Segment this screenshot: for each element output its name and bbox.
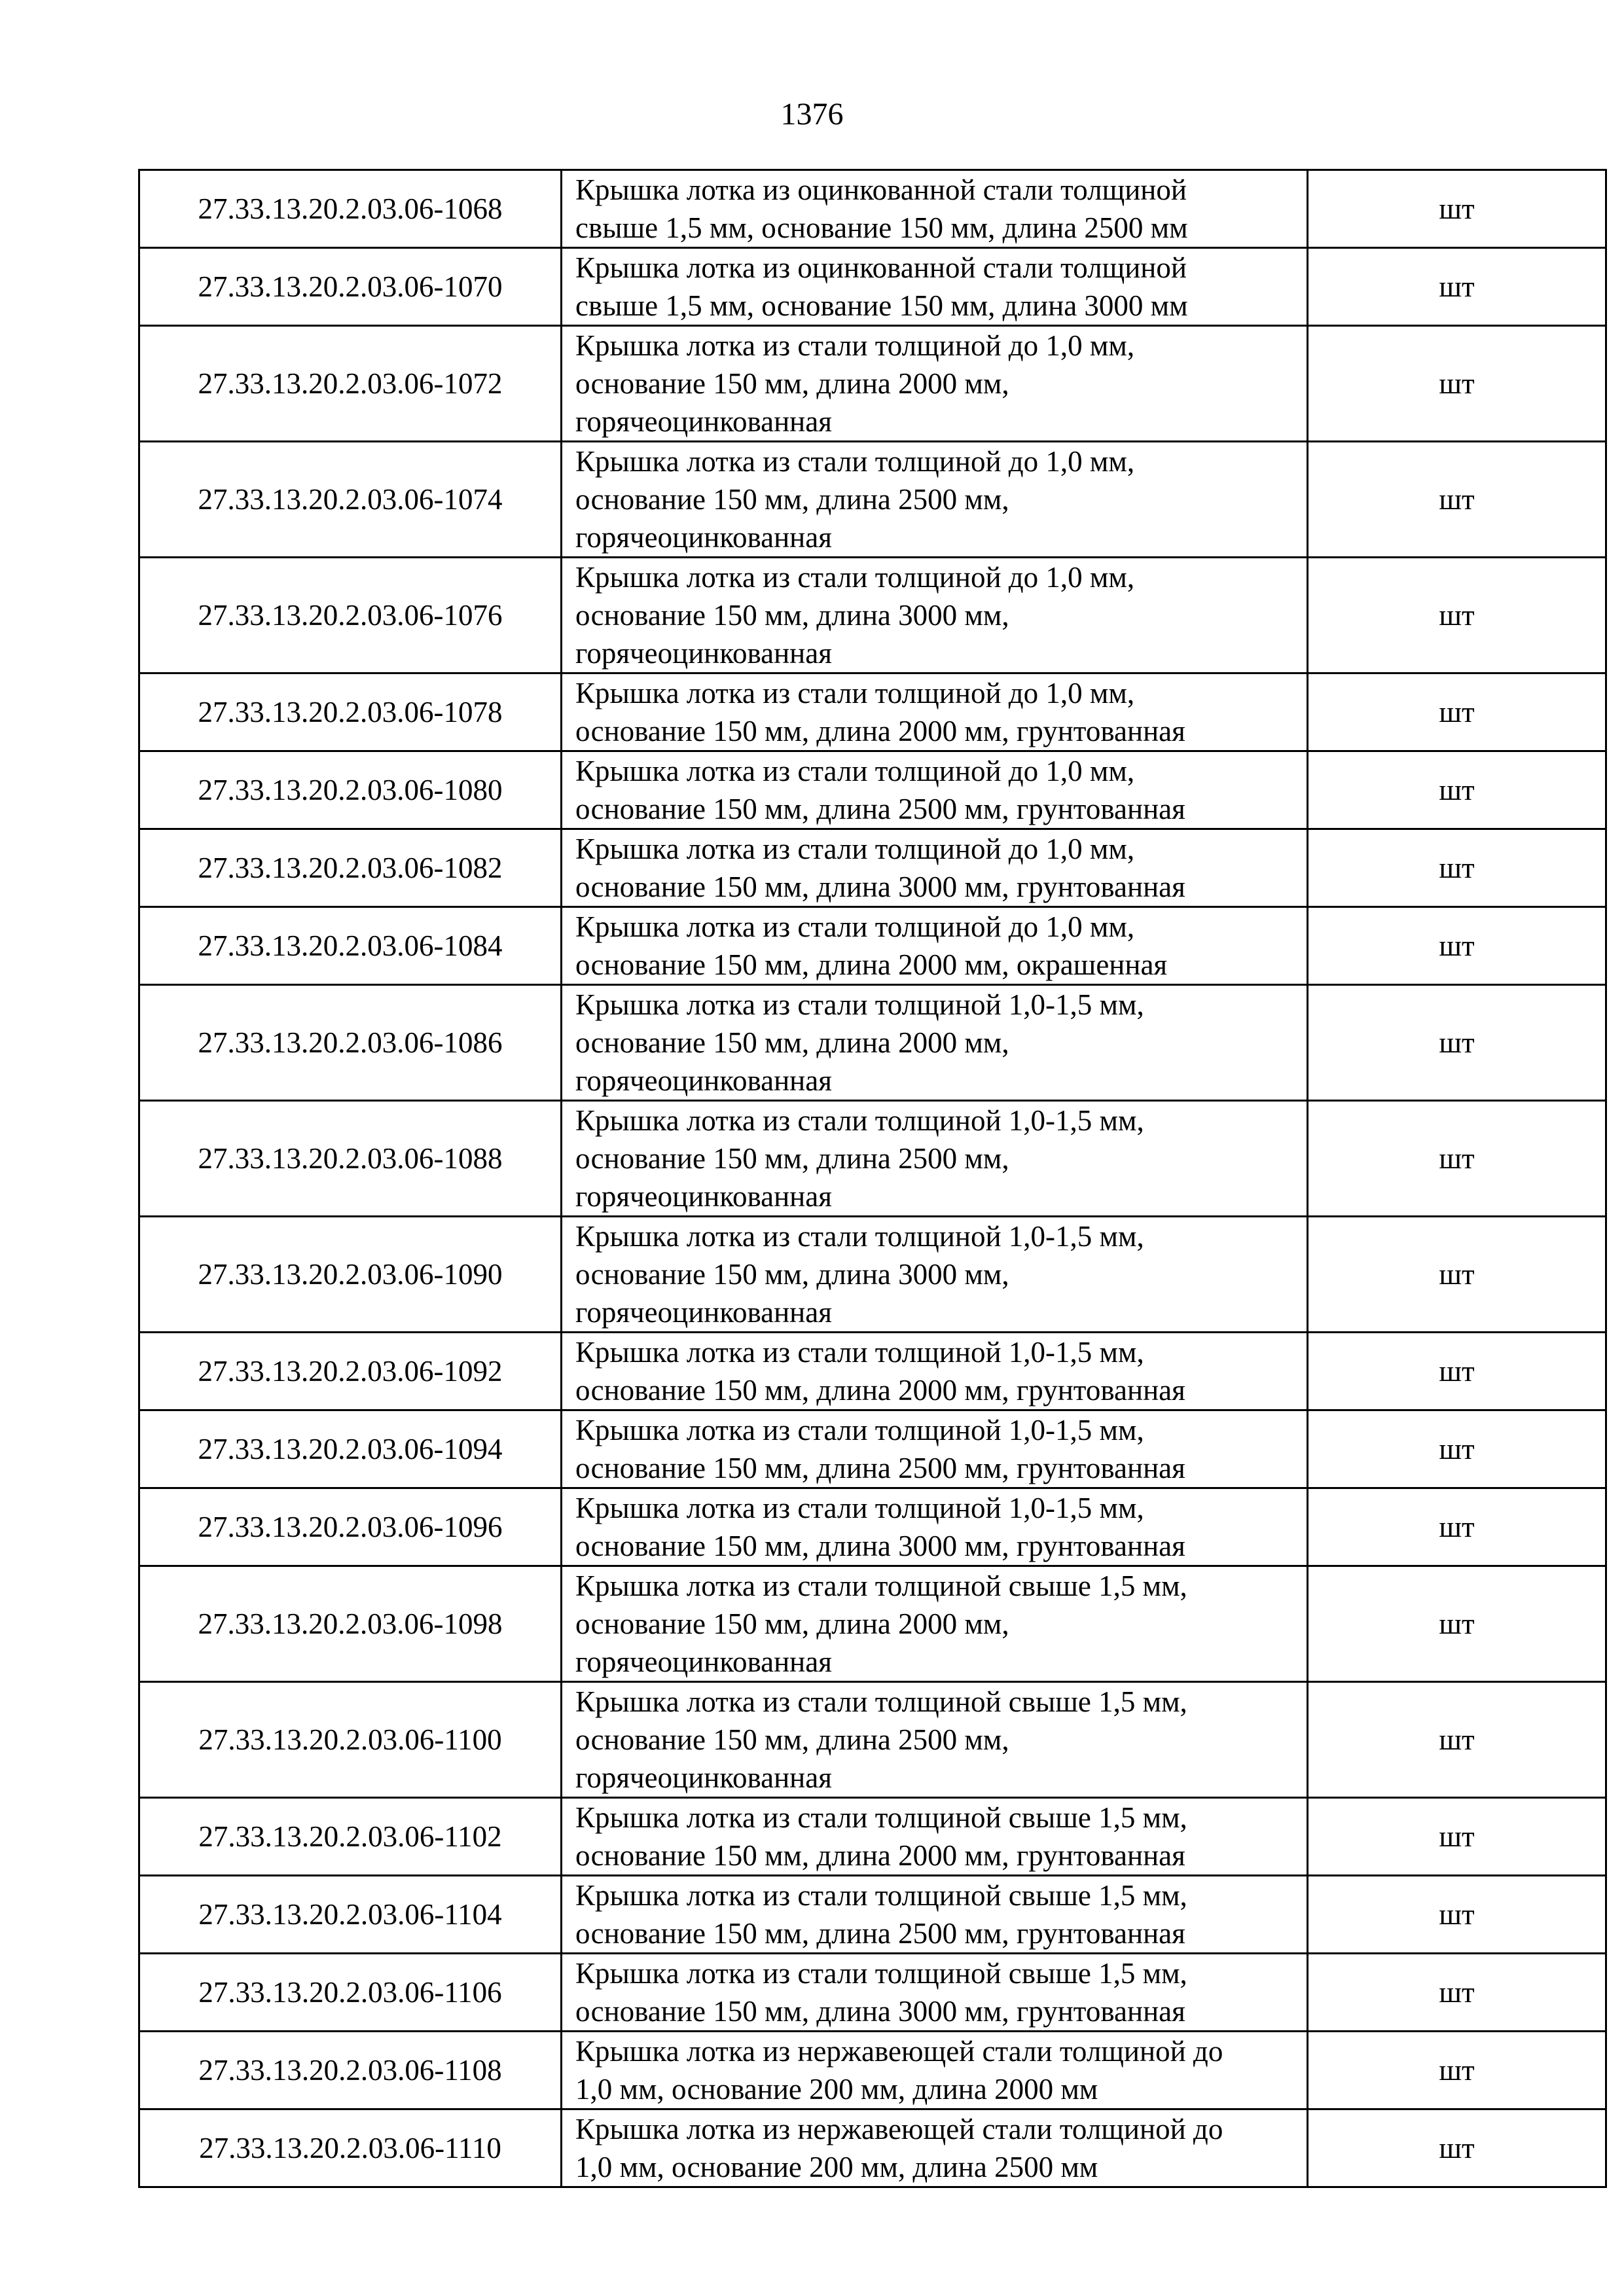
item-description-line: Крышка лотка из оцинкованной стали толщиной — [575, 173, 1187, 206]
item-code: 27.33.13.20.2.03.06-1096 — [139, 1488, 562, 1566]
item-description-line: Крышка лотка из стали толщиной до 1,0 мм, — [575, 561, 1135, 594]
item-description — [562, 558, 1308, 673]
item-description-line: 1,0 мм, основание 200 мм, длина 2000 мм — [575, 2073, 1098, 2106]
table-row — [139, 2032, 1606, 2109]
item-unit: шт — [1308, 1410, 1606, 1488]
item-description-line: основание 150 мм, длина 2500 мм, — [575, 1142, 1009, 1175]
item-unit: шт — [1308, 1488, 1606, 1566]
item-description-line: Крышка лотка из стали толщиной 1,0-1,5 мм, — [575, 1414, 1144, 1446]
item-code: 27.33.13.20.2.03.06-1084 — [139, 907, 562, 985]
item-code: 27.33.13.20.2.03.06-1070 — [139, 248, 562, 326]
item-unit: шт — [1308, 1333, 1606, 1410]
item-description-line: основание 150 мм, длина 3000 мм, — [575, 1258, 1009, 1291]
table-row — [139, 1217, 1606, 1333]
item-description-line: горячеоцинкованная — [575, 1645, 832, 1678]
item-unit: шт — [1308, 442, 1606, 558]
item-code: 27.33.13.20.2.03.06-1100 — [139, 1682, 562, 1798]
item-description-line: основание 150 мм, длина 2500 мм, грунтованная — [575, 1917, 1185, 1950]
item-unit: шт — [1308, 751, 1606, 829]
item-description-line: основание 150 мм, длина 2000 мм, окрашенная — [575, 948, 1168, 981]
table-row — [139, 829, 1606, 907]
item-description-line: горячеоцинкованная — [575, 1761, 832, 1794]
item-code: 27.33.13.20.2.03.06-1090 — [139, 1217, 562, 1333]
item-description-line: Крышка лотка из стали толщиной до 1,0 мм, — [575, 445, 1135, 478]
item-description-line: Крышка лотка из стали толщиной свыше 1,5 мм, — [575, 1879, 1187, 1912]
table-row — [139, 1876, 1606, 1954]
item-description — [562, 1410, 1308, 1488]
item-description-line: основание 150 мм, длина 2000 мм, грунтованная — [575, 715, 1185, 747]
item-description — [562, 829, 1308, 907]
item-unit: шт — [1308, 829, 1606, 907]
item-code: 27.33.13.20.2.03.06-1110 — [139, 2109, 562, 2187]
item-unit: шт — [1308, 985, 1606, 1101]
item-description — [562, 326, 1308, 442]
item-description-line: Крышка лотка из стали толщиной 1,0-1,5 мм, — [575, 1104, 1144, 1137]
item-code: 27.33.13.20.2.03.06-1078 — [139, 673, 562, 751]
item-description-line: Крышка лотка из нержавеющей стали толщиной до — [575, 2035, 1223, 2068]
item-description-line: горячеоцинкованная — [575, 1180, 832, 1213]
table-row — [139, 907, 1606, 985]
table-row — [139, 326, 1606, 442]
item-description — [562, 673, 1308, 751]
item-description-line: Крышка лотка из стали толщиной до 1,0 мм, — [575, 677, 1135, 709]
item-description — [562, 985, 1308, 1101]
item-description-line: Крышка лотка из стали толщиной свыше 1,5 мм, — [575, 1957, 1187, 1990]
item-description-line: свыше 1,5 мм, основание 150 мм, длина 2500 мм — [575, 211, 1188, 244]
item-description — [562, 907, 1308, 985]
item-unit: шт — [1308, 1566, 1606, 1682]
item-description-line: основание 150 мм, длина 2500 мм, — [575, 1723, 1009, 1756]
item-description — [562, 1333, 1308, 1410]
item-description-line: Крышка лотка из оцинкованной стали толщиной — [575, 251, 1187, 284]
item-description-line: основание 150 мм, длина 2000 мм, — [575, 1026, 1009, 1059]
item-unit: шт — [1308, 1682, 1606, 1798]
item-description-line: Крышка лотка из стали толщиной 1,0-1,5 мм, — [575, 1336, 1144, 1369]
item-description-line: Крышка лотка из стали толщиной 1,0-1,5 мм, — [575, 988, 1144, 1021]
page-number: 1376 — [780, 97, 844, 132]
item-description-line: Крышка лотка из стали толщиной 1,0-1,5 мм, — [575, 1220, 1144, 1253]
item-description-line: 1,0 мм, основание 200 мм, длина 2500 мм — [575, 2151, 1098, 2183]
item-description-line: основание 150 мм, длина 3000 мм, грунтованная — [575, 1530, 1185, 1562]
item-description-line: основание 150 мм, длина 3000 мм, грунтованная — [575, 870, 1185, 903]
item-description — [562, 248, 1308, 326]
table-row — [139, 442, 1606, 558]
item-code: 27.33.13.20.2.03.06-1098 — [139, 1566, 562, 1682]
item-description-line: основание 150 мм, длина 2000 мм, — [575, 367, 1009, 400]
item-unit: шт — [1308, 907, 1606, 985]
item-description — [562, 1682, 1308, 1798]
item-description-line: основание 150 мм, длина 2000 мм, грунтованная — [575, 1374, 1185, 1407]
item-unit: шт — [1308, 326, 1606, 442]
item-unit: шт — [1308, 170, 1606, 248]
item-unit: шт — [1308, 673, 1606, 751]
item-description-line: Крышка лотка из стали толщиной свыше 1,5 мм, — [575, 1570, 1187, 1602]
table-row — [139, 1798, 1606, 1876]
table-row — [139, 558, 1606, 673]
item-description-line: основание 150 мм, длина 2500 мм, грунтованная — [575, 793, 1185, 825]
item-code: 27.33.13.20.2.03.06-1082 — [139, 829, 562, 907]
item-description — [562, 1566, 1308, 1682]
table-row — [139, 673, 1606, 751]
item-unit: шт — [1308, 1217, 1606, 1333]
table-row — [139, 1410, 1606, 1488]
item-code: 27.33.13.20.2.03.06-1086 — [139, 985, 562, 1101]
table-row — [139, 2109, 1606, 2187]
item-description-line: горячеоцинкованная — [575, 637, 832, 670]
table-row — [139, 248, 1606, 326]
item-unit: шт — [1308, 1101, 1606, 1217]
item-unit: шт — [1308, 1798, 1606, 1876]
item-description-line: основание 150 мм, длина 2500 мм, — [575, 483, 1009, 516]
table-row — [139, 1333, 1606, 1410]
item-unit: шт — [1308, 1954, 1606, 2032]
table-row — [139, 985, 1606, 1101]
table-row — [139, 170, 1606, 248]
item-description-line: свыше 1,5 мм, основание 150 мм, длина 3000 мм — [575, 289, 1188, 322]
table-row — [139, 1954, 1606, 2032]
items-table-body — [139, 170, 1606, 2187]
item-description-line: Крышка лотка из стали толщиной до 1,0 мм, — [575, 910, 1135, 943]
item-description-line: основание 150 мм, длина 3000 мм, грунтованная — [575, 1995, 1185, 2028]
item-code: 27.33.13.20.2.03.06-1068 — [139, 170, 562, 248]
item-unit: шт — [1308, 248, 1606, 326]
item-description — [562, 1876, 1308, 1954]
table-row — [139, 751, 1606, 829]
item-description — [562, 1954, 1308, 2032]
item-code: 27.33.13.20.2.03.06-1106 — [139, 1954, 562, 2032]
item-code: 27.33.13.20.2.03.06-1102 — [139, 1798, 562, 1876]
item-description-line: горячеоцинкованная — [575, 1064, 832, 1097]
item-description-line: основание 150 мм, длина 2500 мм, грунтованная — [575, 1452, 1185, 1484]
table-row — [139, 1101, 1606, 1217]
item-description-line: основание 150 мм, длина 3000 мм, — [575, 599, 1009, 632]
item-description-line: Крышка лотка из стали толщиной 1,0-1,5 мм, — [575, 1492, 1144, 1524]
item-description-line: Крышка лотка из стали толщиной до 1,0 мм, — [575, 833, 1135, 865]
item-unit: шт — [1308, 2109, 1606, 2187]
item-code: 27.33.13.20.2.03.06-1072 — [139, 326, 562, 442]
item-code: 27.33.13.20.2.03.06-1108 — [139, 2032, 562, 2109]
item-code: 27.33.13.20.2.03.06-1088 — [139, 1101, 562, 1217]
item-code: 27.33.13.20.2.03.06-1080 — [139, 751, 562, 829]
item-code: 27.33.13.20.2.03.06-1094 — [139, 1410, 562, 1488]
item-description — [562, 751, 1308, 829]
item-description — [562, 442, 1308, 558]
table-row — [139, 1682, 1606, 1798]
item-code: 27.33.13.20.2.03.06-1076 — [139, 558, 562, 673]
item-description-line: основание 150 мм, длина 2000 мм, грунтованная — [575, 1839, 1185, 1872]
item-description-line: горячеоцинкованная — [575, 405, 832, 438]
item-code: 27.33.13.20.2.03.06-1104 — [139, 1876, 562, 1954]
item-description-line: Крышка лотка из стали толщиной свыше 1,5 мм, — [575, 1685, 1187, 1718]
item-unit: шт — [1308, 1876, 1606, 1954]
item-unit: шт — [1308, 2032, 1606, 2109]
item-description — [562, 1488, 1308, 1566]
item-unit: шт — [1308, 558, 1606, 673]
item-description — [562, 1798, 1308, 1876]
item-description-line: Крышка лотка из стали толщиной до 1,0 мм, — [575, 755, 1135, 787]
item-code: 27.33.13.20.2.03.06-1074 — [139, 442, 562, 558]
item-description — [562, 1101, 1308, 1217]
item-description — [562, 2109, 1308, 2187]
table-row — [139, 1566, 1606, 1682]
item-description — [562, 1217, 1308, 1333]
item-description-line: горячеоцинкованная — [575, 1296, 832, 1329]
item-description-line: горячеоцинкованная — [575, 521, 832, 554]
item-description-line: Крышка лотка из стали толщиной свыше 1,5 мм, — [575, 1801, 1187, 1834]
item-description-line: основание 150 мм, длина 2000 мм, — [575, 1607, 1009, 1640]
items-table — [138, 169, 1607, 2188]
item-code: 27.33.13.20.2.03.06-1092 — [139, 1333, 562, 1410]
table-row — [139, 1488, 1606, 1566]
item-description — [562, 170, 1308, 248]
item-description — [562, 2032, 1308, 2109]
item-description-line: Крышка лотка из нержавеющей стали толщиной до — [575, 2113, 1223, 2145]
item-description-line: Крышка лотка из стали толщиной до 1,0 мм, — [575, 329, 1135, 362]
